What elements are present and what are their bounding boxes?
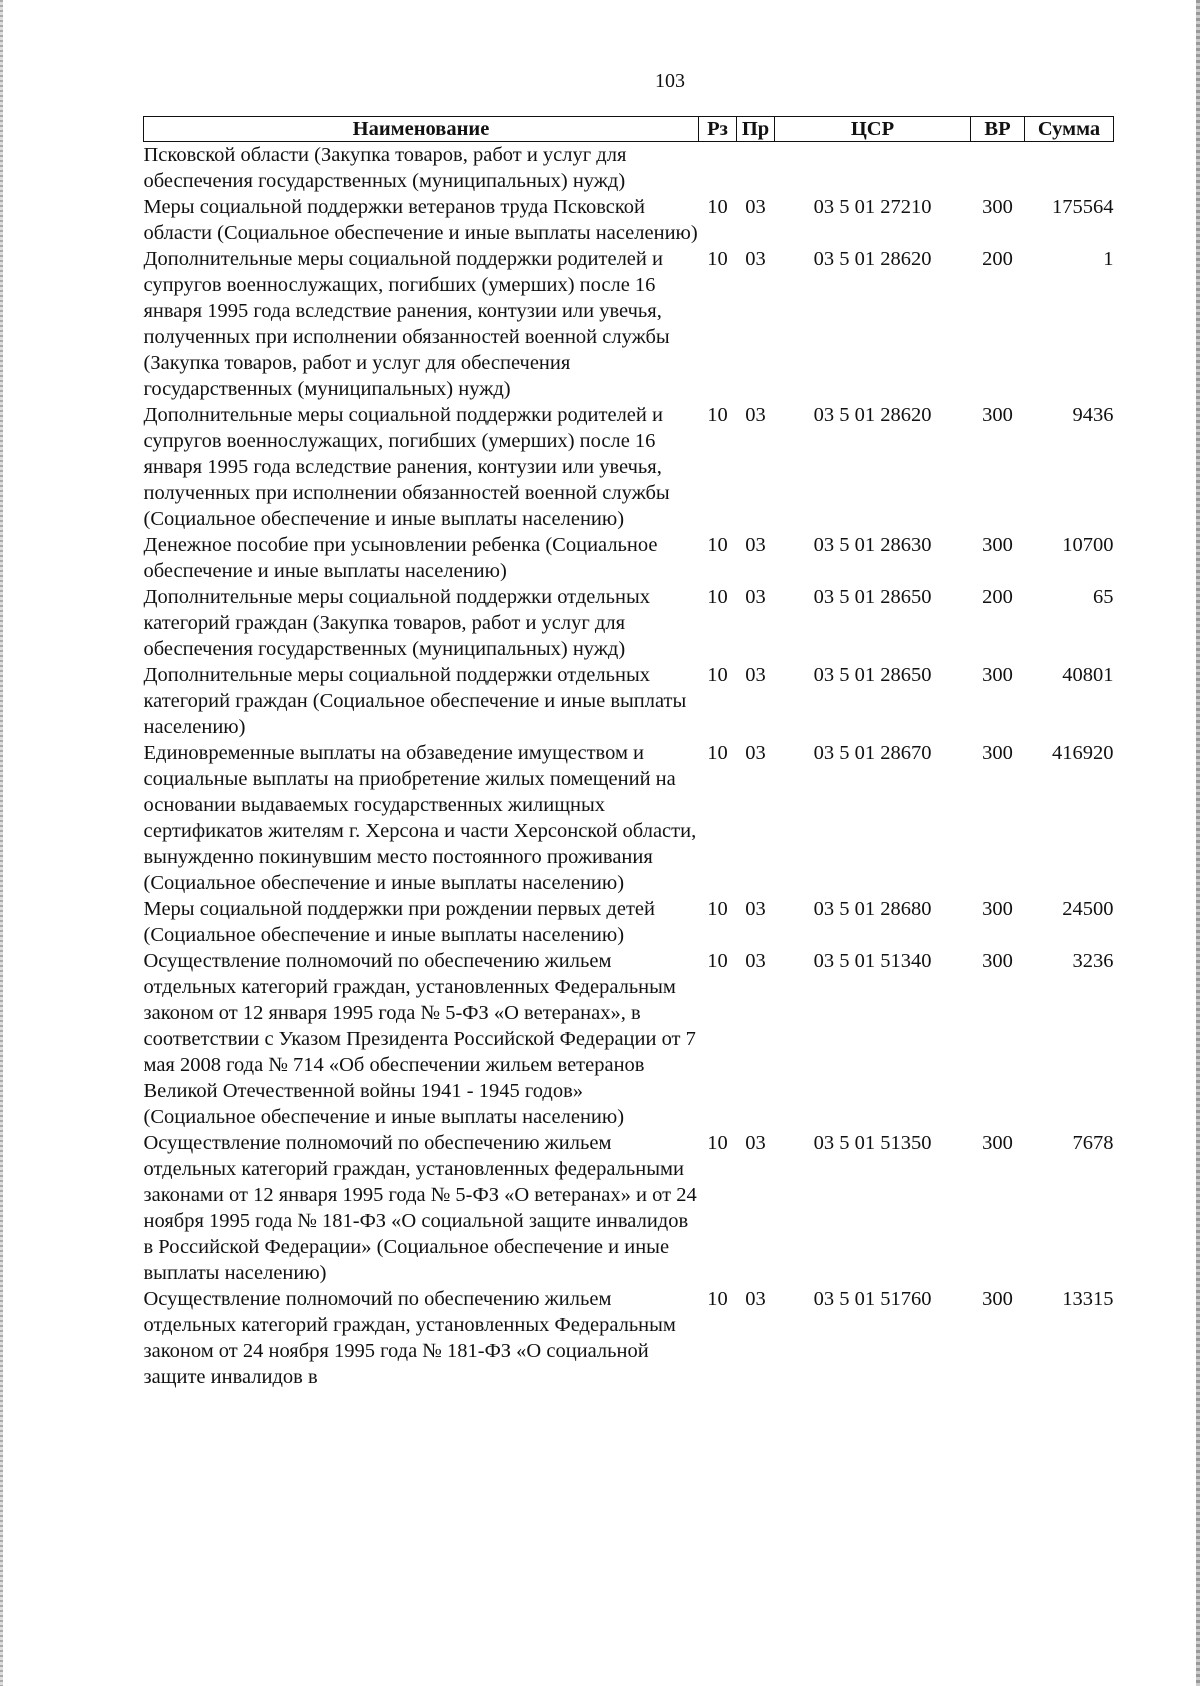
cell-sum: 10700 [1062,534,1114,556]
cell-sum: 3236 [1072,950,1114,972]
table-row [144,1130,1114,1286]
cell-vr: 200 [982,248,1013,270]
cell-csr: 03 5 01 28620 [813,404,932,426]
cell-rz: 10 [707,664,728,686]
cell-rz: 10 [707,196,728,218]
cell-csr: 03 5 01 28630 [813,534,932,556]
table-row [144,896,1114,948]
cell-name: Дополнительные меры социальной поддержки отдельных категорий граждан (Закупка товаров, работ и услуг для обеспечения государственных (муниципальных) нужд) [143,586,650,660]
cell-sum [1025,142,1114,195]
header-vr: ВР [971,117,1025,142]
cell-pr: 03 [745,950,766,972]
cell-vr: 300 [982,742,1013,764]
cell-sum: 1 [1103,248,1114,270]
cell-vr: 300 [982,898,1013,920]
cell-name: Единовременные выплаты на обзаведение имуществом и социальные выплаты на приобретение жилых помещений на основании выдаваемых государственных жилищных сертификатов жителям г. Херсона и части Херсонской области, вынужденно покинувшим место постоянного проживания (Социальное обеспечение и иные выплаты населению) [143,742,697,894]
cell-vr: 300 [982,664,1013,686]
cell-csr: 03 5 01 51340 [813,950,932,972]
cell-rz: 10 [707,742,728,764]
cell-rz: 10 [707,950,728,972]
cell-pr: 03 [745,248,766,270]
cell-name: Осуществление полномочий по обеспечению жильем отдельных категорий граждан, установленных федеральными законами от 12 января 1995 года № 5-ФЗ «О ветеранах» и от 24 ноября 1995 года № 181-ФЗ «О социальной защите инвалидов в Российской Федерации» (Социальное обеспечение и иные выплаты населению) [143,1132,697,1284]
cell-csr: 03 5 01 51350 [813,1132,932,1154]
scan-edge-right [1196,0,1200,1686]
cell-pr: 03 [745,586,766,608]
cell-rz: 10 [707,534,728,556]
cell-name: Денежное пособие при усыновлении ребенка (Социальное обеспечение и иные выплаты населению) [143,534,658,582]
cell-rz: 10 [707,404,728,426]
cell-pr: 03 [745,534,766,556]
header-rz: Рз [699,117,737,142]
cell-sum: 416920 [1052,742,1114,764]
table-body [144,142,1114,1391]
cell-rz: 10 [707,898,728,920]
table-row [144,1286,1114,1390]
cell-name: Дополнительные меры социальной поддержки родителей и супругов военнослужащих, погибших (умерших) после 16 января 1995 года вследствие ранения, контузии или увечья, полученных при исполнении обязанностей военной службы (Социальное обеспечение и иные выплаты населению) [143,404,670,530]
cell-csr: 03 5 01 28670 [813,742,932,764]
cell-name: Меры социальной поддержки при рождении первых детей (Социальное обеспечение и иные выплаты населению) [143,898,655,946]
cell-pr: 03 [745,898,766,920]
cell-rz: 10 [707,586,728,608]
cell-vr: 200 [982,586,1013,608]
table-row [144,402,1114,532]
cell-csr: 03 5 01 28620 [813,248,932,270]
table-row [144,532,1114,584]
cell-name: Меры социальной поддержки ветеранов труда Псковской области (Социальное обеспечение и иные выплаты населению) [143,196,698,244]
cell-csr: 03 5 01 27210 [813,196,932,218]
cell-sum: 175564 [1052,196,1114,218]
table-row [144,246,1114,402]
header-sum: Сумма [1025,117,1114,142]
cell-pr [737,142,775,195]
cell-pr: 03 [745,664,766,686]
cell-pr: 03 [745,196,766,218]
cell-sum: 65 [1093,586,1114,608]
cell-rz: 10 [707,248,728,270]
cell-pr: 03 [745,404,766,426]
cell-vr: 300 [982,404,1013,426]
table-row [144,740,1114,896]
table-row [144,948,1114,1130]
header-csr: ЦСР [775,117,971,142]
cell-vr: 300 [982,1288,1013,1310]
cell-vr: 300 [982,1132,1013,1154]
table-header-row [144,117,1114,142]
budget-table [143,116,1114,1390]
cell-csr: 03 5 01 28650 [813,664,932,686]
cell-name: Осуществление полномочий по обеспечению жильем отдельных категорий граждан, установленных Федеральным законом от 12 января 1995 года № 5-ФЗ «О ветеранах», в соответствии с Указом Президента Российской Федерации от 7 мая 2008 года № 714 «Об обеспечении жильем ветеранов Великой Отечественной войны 1941 - 1945 годов» (Социальное обеспечение и иные выплаты населению) [143,950,696,1128]
header-name: Наименование [144,117,699,142]
cell-name: Псковской области (Закупка товаров, работ и услуг для обеспечения государственных (муниципальных) нужд) [143,144,627,192]
table-row [144,584,1114,662]
cell-rz [699,142,737,195]
cell-pr: 03 [745,742,766,764]
cell-vr: 300 [982,196,1013,218]
page-number: 103 [655,70,685,92]
cell-vr [971,142,1025,195]
cell-csr [775,142,971,195]
cell-pr: 03 [745,1132,766,1154]
cell-sum: 9436 [1072,404,1114,426]
cell-name: Осуществление полномочий по обеспечению жильем отдельных категорий граждан, установленных Федеральным законом от 24 ноября 1995 года № 181-ФЗ «О социальной защите инвалидов в [143,1288,676,1388]
cell-sum: 7678 [1072,1132,1114,1154]
header-pr: Пр [737,117,775,142]
cell-pr: 03 [745,1288,766,1310]
cell-rz: 10 [707,1132,728,1154]
cell-sum: 24500 [1062,898,1114,920]
cell-name: Дополнительные меры социальной поддержки отдельных категорий граждан (Социальное обеспечение и иные выплаты населению) [143,664,687,738]
cell-sum: 40801 [1062,664,1114,686]
table-row [144,194,1114,246]
cell-csr: 03 5 01 51760 [813,1288,932,1310]
scan-edge-left [0,0,3,1686]
cell-name: Дополнительные меры социальной поддержки родителей и супругов военнослужащих, погибших (умерших) после 16 января 1995 года вследствие ранения, контузии или увечья, полученных при исполнении обязанностей военной службы (Закупка товаров, работ и услуг для обеспечения государственных (муниципальных) нужд) [143,248,670,400]
cell-rz: 10 [707,1288,728,1310]
cell-csr: 03 5 01 28680 [813,898,932,920]
cell-vr: 300 [982,534,1013,556]
cell-vr: 300 [982,950,1013,972]
table-row [144,142,1114,195]
cell-csr: 03 5 01 28650 [813,586,932,608]
cell-sum: 13315 [1062,1288,1114,1310]
table-row [144,662,1114,740]
